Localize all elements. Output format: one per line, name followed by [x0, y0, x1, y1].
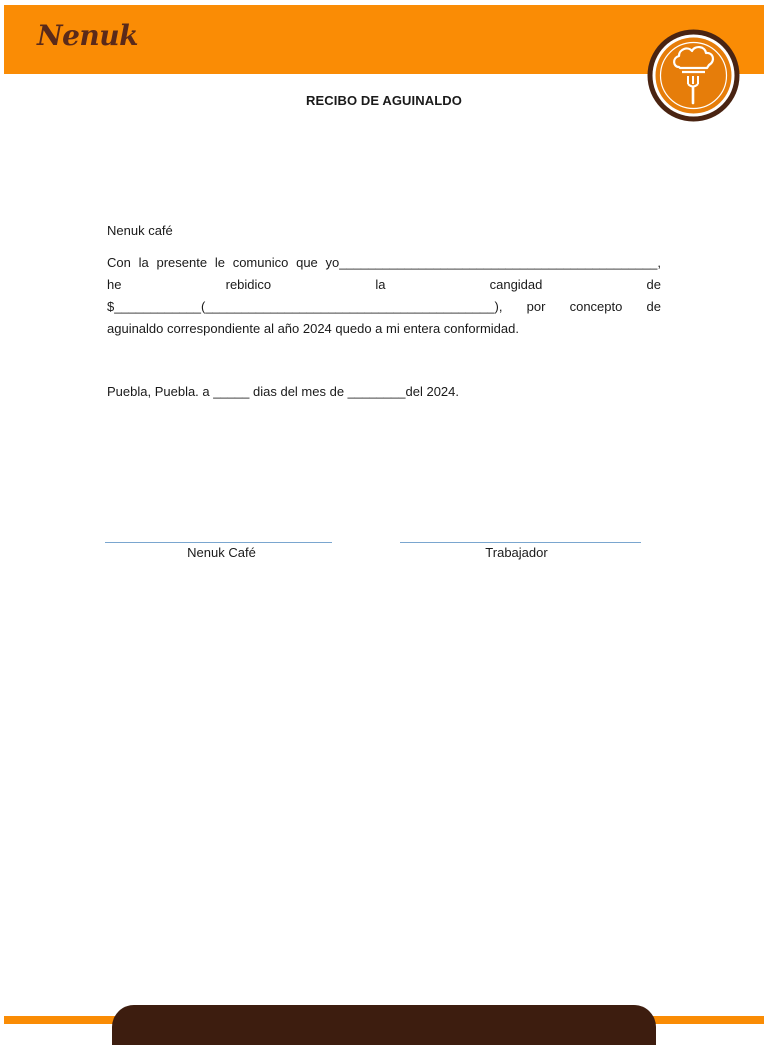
company-name: Nenuk café — [107, 223, 173, 238]
receipt-paragraph — [107, 252, 661, 340]
paragraph-line: he rebidico la cangidad de — [107, 277, 661, 292]
signature-line-company — [105, 542, 332, 543]
chef-hat-fork-icon — [645, 27, 742, 124]
signature-line-worker — [400, 542, 641, 543]
signature-label-worker: Trabajador — [485, 545, 548, 560]
document-title: RECIBO DE AGUINALDO — [306, 93, 462, 108]
footer-tab — [112, 1005, 656, 1045]
signature-label-company: Nenuk Café — [187, 545, 256, 560]
paragraph-line: Con la presente le comunico que yo____________________________________________, — [107, 255, 661, 270]
brand-logo: Nenuk — [37, 19, 139, 52]
place-date-line: Puebla, Puebla. a _____ dias del mes de ________del 2024. — [107, 384, 460, 399]
paragraph-line: aguinaldo correspondiente al año 2024 quedo a mi entera conformidad. — [107, 321, 519, 336]
paragraph-line: $____________(________________________________________), por concepto de — [107, 299, 661, 314]
